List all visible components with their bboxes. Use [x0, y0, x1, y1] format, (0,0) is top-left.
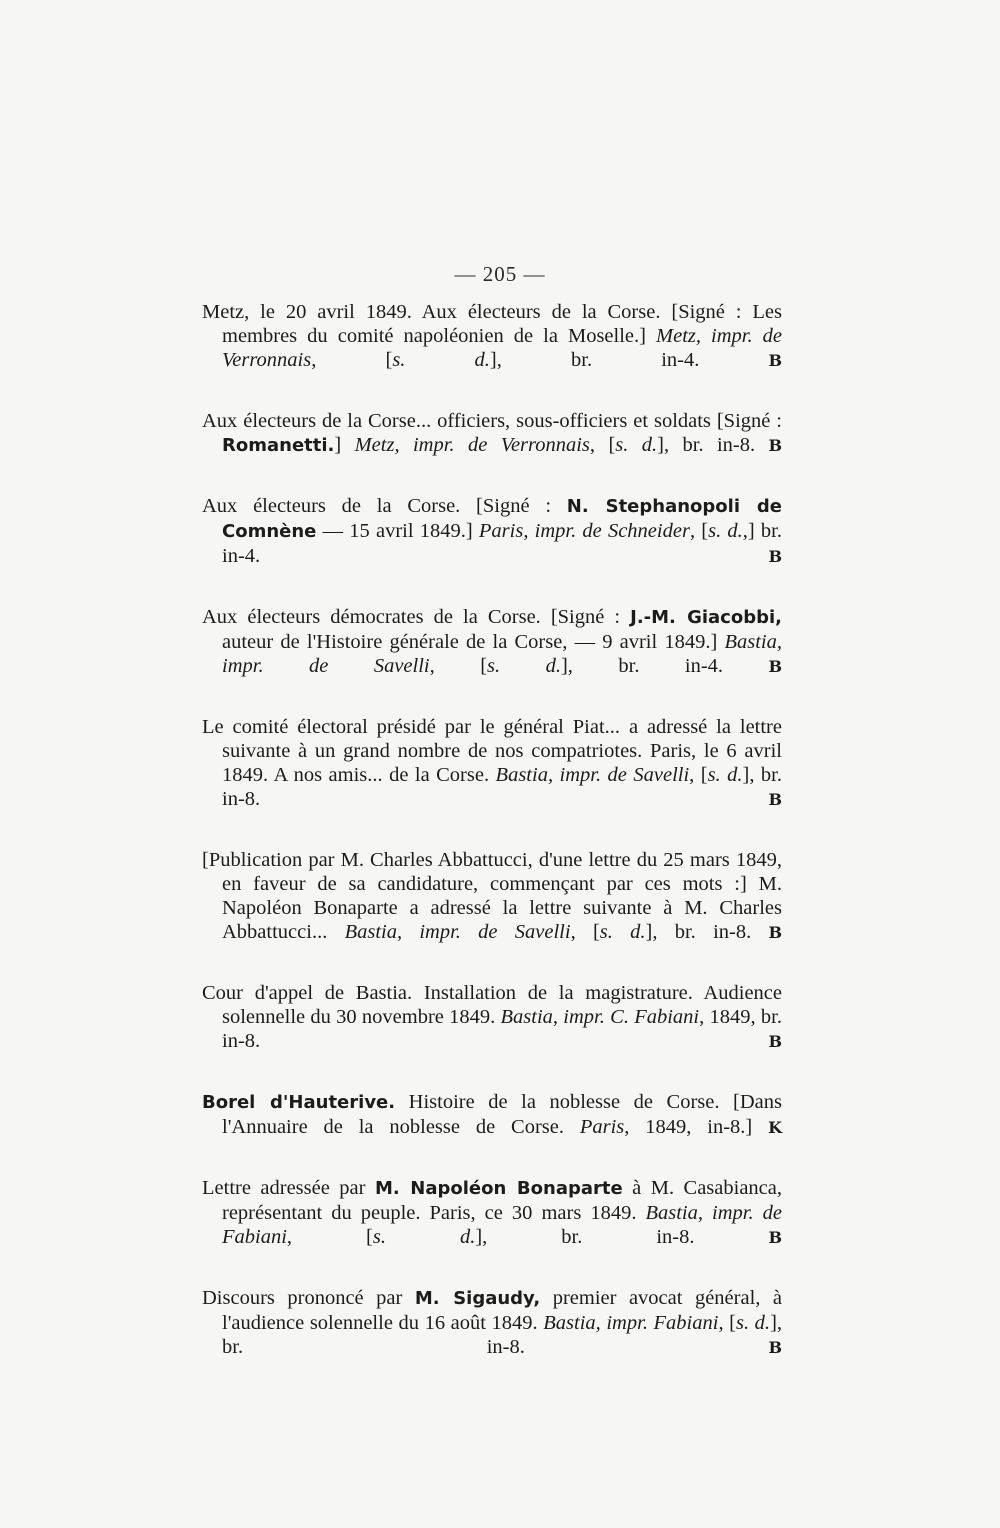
bibliography-list [202, 300, 782, 1396]
bibliography-entry: Borel d'Hauterive. Histoire de la noblesse de Corse. [Dans l'Annuaire de la noblesse de Corse. Paris, 1849, in-8.] K [202, 1091, 782, 1138]
bibliography-entry: Cour d'appel de Bastia. Installation de la magistrature. Audience solennelle du 30 novembre 1849. Bastia, impr. C. Fabiani, 1849, br. in-8. B [202, 982, 782, 1052]
bibliography-entry: Aux électeurs de la Corse... officiers, sous-officiers et soldats [Signé : Romanetti.] Metz, impr. de Verronnais, [s. d.], br. in-8. B [202, 410, 783, 456]
bibliography-entry: Le comité électoral présidé par le général Piat... a adressé la lettre suivante à un grand nombre de nos compatriotes. Paris, le 6 avril 1849. A nos amis... de la Corse. Bastia, impr. de Savelli, [s. d.], br. in-8. B [202, 716, 782, 810]
bibliography-entry: Discours prononcé par M. Sigaudy, premier avocat général, à l'audience solennelle du 16 août 1849. Bastia, impr. Fabiani, [s. d.], br. in-8. B [202, 1287, 783, 1358]
bibliography-entry: [Publication par M. Charles Abbattucci, d'une lettre du 25 mars 1849, en faveur de sa candidature, commençant par ces mots :] M. Napoléon Bonaparte a adressé la lettre suivante à M. Charles Abbattucci... Bastia, impr. de Savelli, [s. d.], br. in-8. B [202, 849, 782, 943]
bibliography-entry: Metz, le 20 avril 1849. Aux électeurs de la Corse. [Signé : Les membres du comité napoléonien de la Moselle.] Metz, impr. de Verronnais, [s. d.], br. in-4. B [202, 301, 783, 371]
bibliography-entry: Aux électeurs démocrates de la Corse. [Signé : J.-M. Giacobbi, auteur de l'Histoire générale de la Corse, — 9 avril 1849.] Bastia, impr. de Savelli, [s. d.], br. in-4. B [202, 606, 783, 677]
bibliography-entry: Aux électeurs de la Corse. [Signé : N. Stephanopoli de Comnène — 15 avril 1849.] Paris, impr. de Schneider, [s. d.,] br. in-4. B [202, 495, 782, 567]
page-number: — 205 — [454, 262, 546, 286]
bibliography-entry: Lettre adressée par M. Napoléon Bonaparte à M. Casabianca, représentant du peuple. Paris, ce 30 mars 1849. Bastia, impr. de Fabiani, [s. d.], br. in-8. B [202, 1177, 783, 1248]
